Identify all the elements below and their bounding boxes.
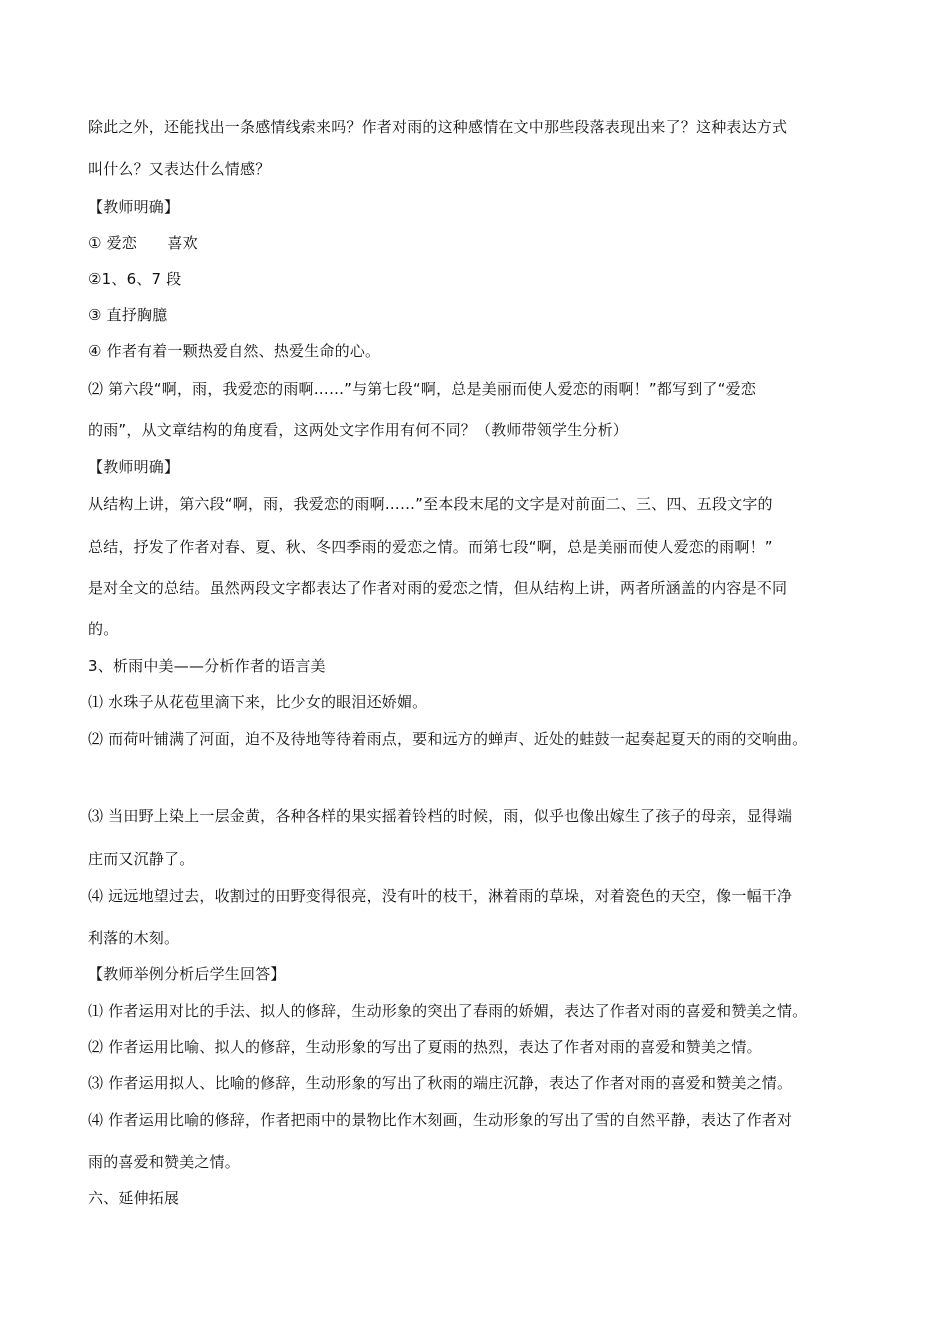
text-line: ⑵ 而荷叶铺满了河面，迫不及待地等待着雨点，要和远方的蝉声、近处的蛙鼓一起奏起夏天的雨的交响曲。 — [88, 730, 808, 748]
text-line: ⑴ 作者运用对比的手法、拟人的修辞，生动形象的突出了春雨的娇媚，表达了作者对雨的喜爱和赞美之情。 — [88, 1002, 808, 1020]
text-line: 从结构上讲，第六段“啊，雨，我爱恋的雨啊……”至本段末尾的文字是对前面二、三、四、五段文字的 — [88, 495, 773, 513]
text-line: ③ 直抒胸臆 — [88, 306, 168, 324]
text-line: 除此之外，还能找出一条感情线索来吗？作者对雨的这种感情在文中那些段落表现出来了？这种表达方式 — [88, 118, 788, 136]
text-line: 叫什么？又表达什么情感？ — [88, 160, 271, 178]
text-line: 是对全文的总结。虽然两段文字都表达了作者对雨的爱恋之情，但从结构上讲，两者所涵盖的内容是不同 — [88, 579, 788, 597]
text-line: ⑴ 水珠子从花苞里滴下来，比少女的眼泪还娇媚。 — [88, 693, 428, 711]
text-line: ⑶ 当田野上染上一层金黄，各种各样的果实摇着铃档的时候，雨，似乎也像出嫁生了孩子的母亲，显得端 — [88, 807, 793, 825]
text-line: 雨的喜爱和赞美之情。 — [88, 1153, 241, 1171]
text-line: ④ 作者有着一颗热爱自然、热爱生命的心。 — [88, 342, 381, 360]
text-line: 总结，抒发了作者对春、夏、秋、冬四季雨的爱恋之情。而第七段“啊，总是美丽而使人爱恋的雨啊！” — [88, 538, 773, 556]
text-line: 的。 — [88, 620, 119, 638]
section-heading: 【教师明确】 — [88, 198, 180, 216]
text-line: ⑷ 作者运用比喻的修辞，作者把雨中的景物比作木刻画，生动形象的写出了雪的自然平静，表达了作者对 — [88, 1111, 793, 1129]
text-line: 庄而又沉静了。 — [88, 850, 195, 868]
text-line: ②1、6、7 段 — [88, 270, 182, 288]
text-line: ⑵ 作者运用比喻、拟人的修辞，生动形象的写出了夏雨的热烈，表达了作者对雨的喜爱和赞美之情。 — [88, 1038, 762, 1056]
text-line: ⑷ 远远地望过去，收割过的田野变得很亮，没有叶的枝干，淋着雨的草垛，对着瓷色的天空，像一幅干净 — [88, 887, 793, 905]
section-heading: 【教师举例分析后学生回答】 — [88, 965, 286, 983]
text-line: ⑵ 第六段“啊，雨，我爱恋的雨啊……”与第七段“啊，总是美丽而使人爱恋的雨啊！”都写到了“爱恋 — [88, 380, 757, 398]
section-heading: 六、延伸拓展 — [88, 1189, 180, 1207]
text-line: ① 爱恋 喜欢 — [88, 234, 198, 252]
text-line: 的雨”，从文章结构的角度看，这两处文字作用有何不同？（教师带领学生分析） — [88, 421, 628, 439]
section-heading: 3、析雨中美——分析作者的语言美 — [88, 657, 326, 675]
text-line: ⑶ 作者运用拟人、比喻的修辞，生动形象的写出了秋雨的端庄沉静，表达了作者对雨的喜爱和赞美之情。 — [88, 1074, 793, 1092]
text-line: 利落的木刻。 — [88, 929, 180, 947]
section-heading: 【教师明确】 — [88, 458, 180, 476]
